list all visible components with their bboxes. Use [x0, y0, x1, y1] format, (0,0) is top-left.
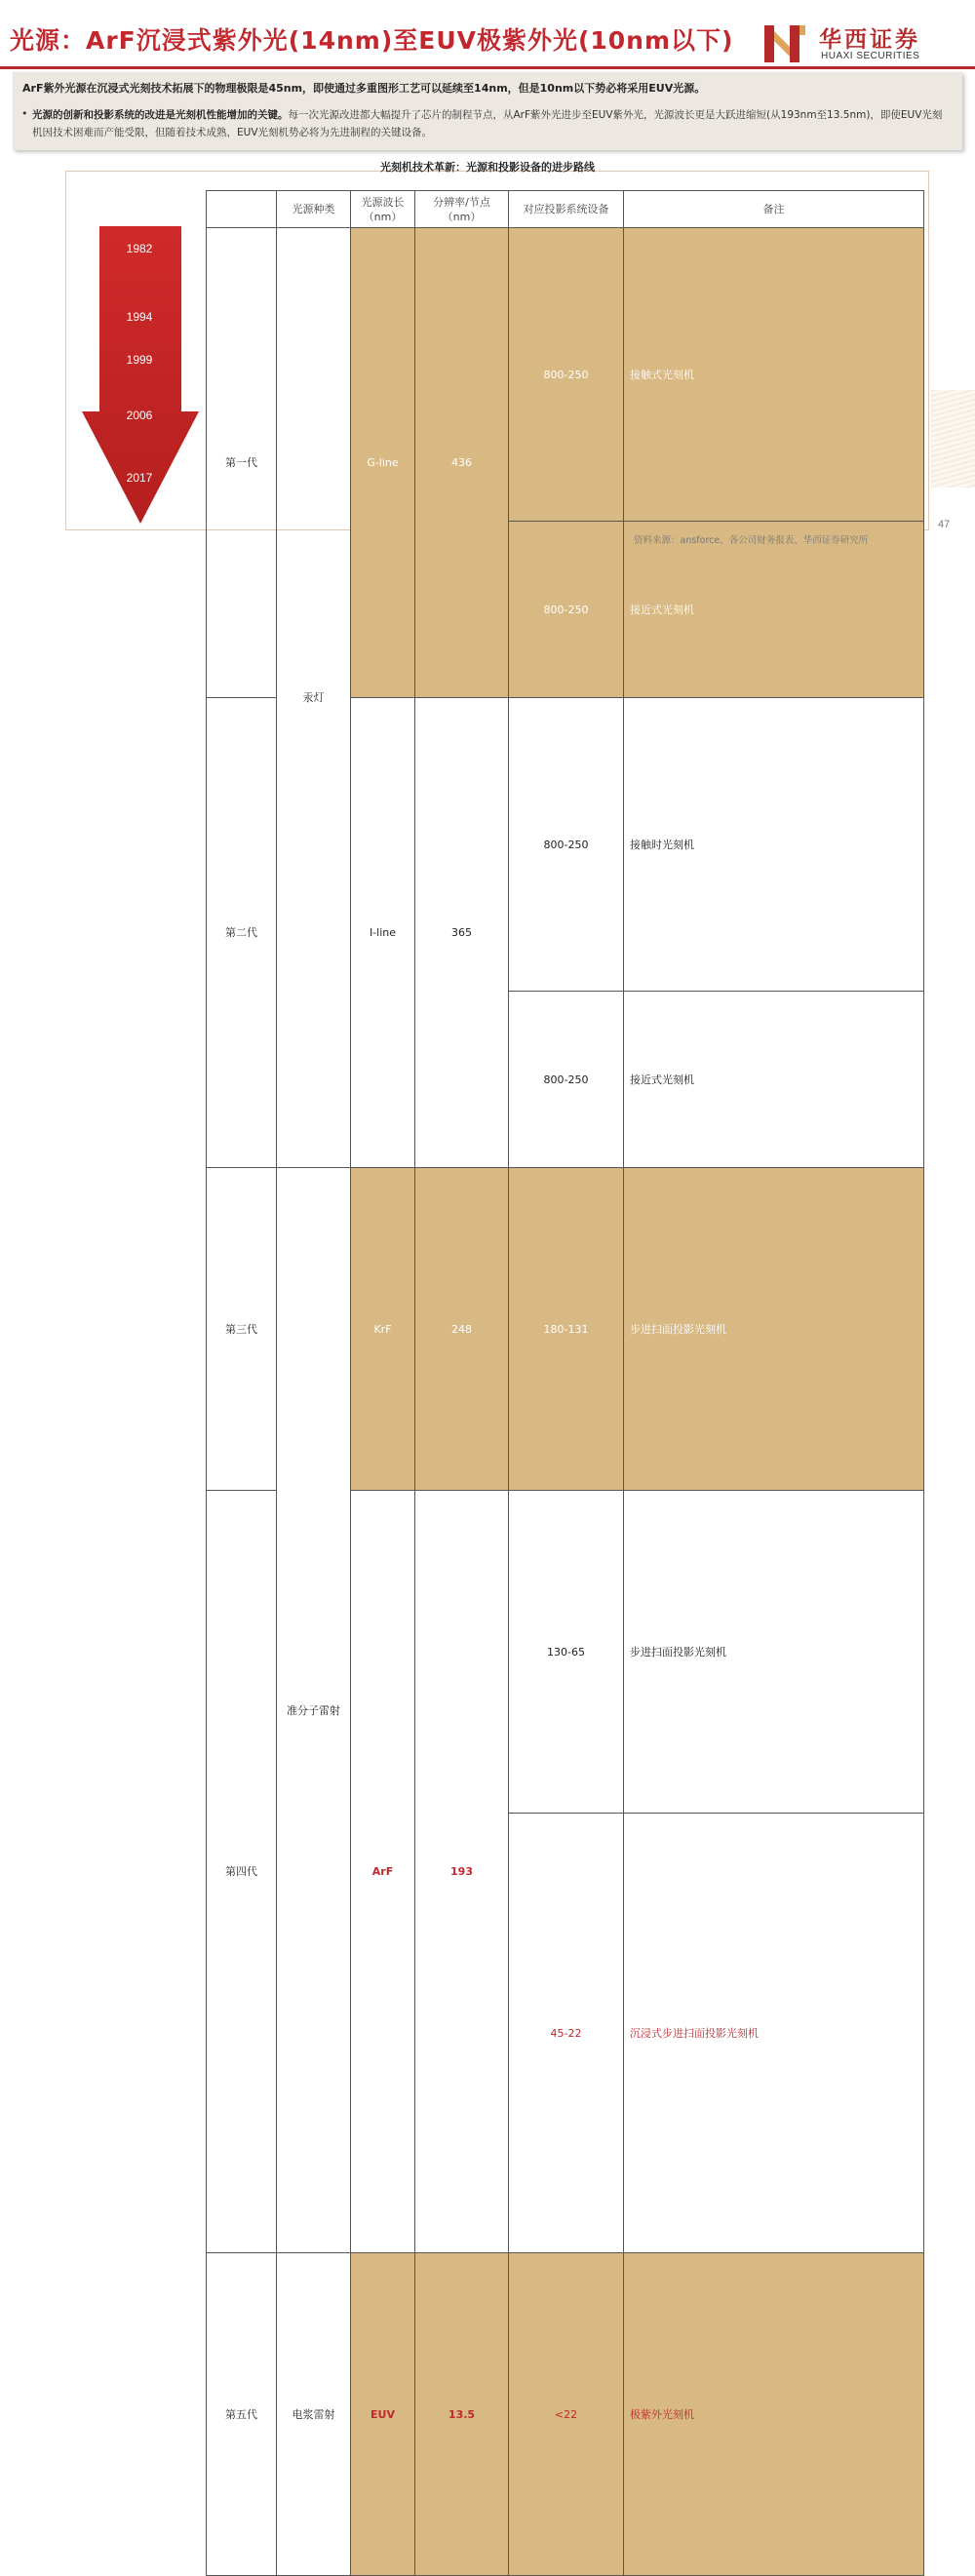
resolution-cell: <22	[509, 2253, 624, 2576]
resolution-cell: 800-250	[509, 522, 624, 698]
summary-bullet-text: 每一次光源改进都大幅提升了芯片的制程节点，从ArF紫外光进步至EUV紫外光，光源波长更是大跃进缩短(从193nm至13.5nm)，即使EUV光刻机因技术困难而产能受限，但随着技术成熟，EUV光刻机势必将为先进制程的关键设备。	[32, 109, 943, 138]
logo-chinese-name: 华西证券	[819, 27, 920, 53]
resolution-cell: 800-250	[509, 698, 624, 992]
generation-cell: 第四代	[207, 1491, 277, 2253]
year-label: 1982	[126, 242, 153, 255]
company-logo	[762, 21, 967, 66]
generation-cell: 第三代	[207, 1168, 277, 1491]
equipment-cell: 接近式光刻机	[624, 522, 924, 698]
resolution-cell: 800-250	[509, 992, 624, 1168]
bullet-dot: •	[21, 107, 28, 120]
table-row	[207, 2253, 924, 2576]
wavelength-cell: 436	[415, 228, 509, 698]
wavelength-cell: 13.5	[415, 2253, 509, 2576]
equipment-cell: 步进扫面投影光刻机	[624, 1168, 924, 1491]
wavelength-cell: 248	[415, 1168, 509, 1491]
huaxi-logo-icon	[762, 21, 809, 66]
light-type-cell: KrF	[351, 1168, 415, 1491]
source-note: 资料来源：ansforce、各公司财务报表、华西证券研究所	[634, 535, 869, 546]
header-cell	[207, 191, 277, 228]
table-header-row	[207, 191, 924, 228]
logo-english-name: HUAXI SECURITIES	[821, 51, 920, 61]
equipment-cell: 极紫外光刻机	[624, 2253, 924, 2576]
equipment-cell: 沉浸式步进扫面投影光刻机	[624, 1814, 924, 2253]
table-row	[207, 228, 924, 522]
equipment-cell: 接触时光刻机	[624, 698, 924, 992]
header-cell: 光源波长（nm）	[351, 191, 415, 228]
equipment-cell: 接近式光刻机	[624, 992, 924, 1168]
light-type-cell: I-line	[351, 698, 415, 1168]
source-type-cell: 汞灯	[277, 228, 351, 1168]
generation-cell: 第二代	[207, 698, 277, 1168]
header-cell: 光源种类	[277, 191, 351, 228]
wavelength-cell: 365	[415, 698, 509, 1168]
page-number: 47	[938, 519, 951, 530]
source-type-cell: 电浆雷射	[277, 2253, 351, 2576]
resolution-cell: 130-65	[509, 1491, 624, 1814]
light-type-cell: EUV	[351, 2253, 415, 2576]
year-label: 1999	[126, 353, 153, 367]
light-type-cell: G-line	[351, 228, 415, 698]
header-cell: 分辨率/节点（nm）	[415, 191, 509, 228]
wavelength-cell: 193	[415, 1491, 509, 2253]
panel-title: 光刻机技术革新：光源和投影设备的进步路线	[380, 161, 595, 174]
generation-cell: 第五代	[207, 2253, 277, 2576]
header-cell: 对应投影系统设备	[509, 191, 624, 228]
equipment-cell: 步进扫面投影光刻机	[624, 1491, 924, 1814]
table-row	[207, 1168, 924, 1491]
decorative-stripes	[931, 390, 975, 488]
summary-bullet-bold: 光源的创新和投影系统的改进是光刻机性能增加的关键。	[32, 109, 289, 121]
year-label: 2006	[126, 409, 153, 422]
lithography-table	[206, 190, 924, 2576]
year-label: 2017	[126, 471, 153, 485]
source-type-cell: 准分子雷射	[277, 1168, 351, 2253]
summary-bullet	[32, 106, 949, 141]
resolution-cell: 800-250	[509, 228, 624, 522]
header-divider	[0, 66, 975, 69]
summary-box	[13, 72, 962, 150]
resolution-cell: 180-131	[509, 1168, 624, 1491]
generation-cell: 第一代	[207, 228, 277, 698]
page-title: 光源：ArF沉浸式紫外光(14nm)至EUV极紫外光(10nm以下)	[10, 26, 734, 55]
header-cell: 备注	[624, 191, 924, 228]
summary-main-text: ArF紫外光源在沉浸式光刻技术拓展下的物理极限是45nm，即使通过多重图形工艺可以延续至14nm，但是10nm以下势必将采用EUV光源。	[22, 82, 706, 95]
light-type-cell: ArF	[351, 1491, 415, 2253]
equipment-cell: 接触式光刻机	[624, 228, 924, 522]
resolution-cell: 45-22	[509, 1814, 624, 2253]
year-label: 1994	[126, 310, 153, 324]
